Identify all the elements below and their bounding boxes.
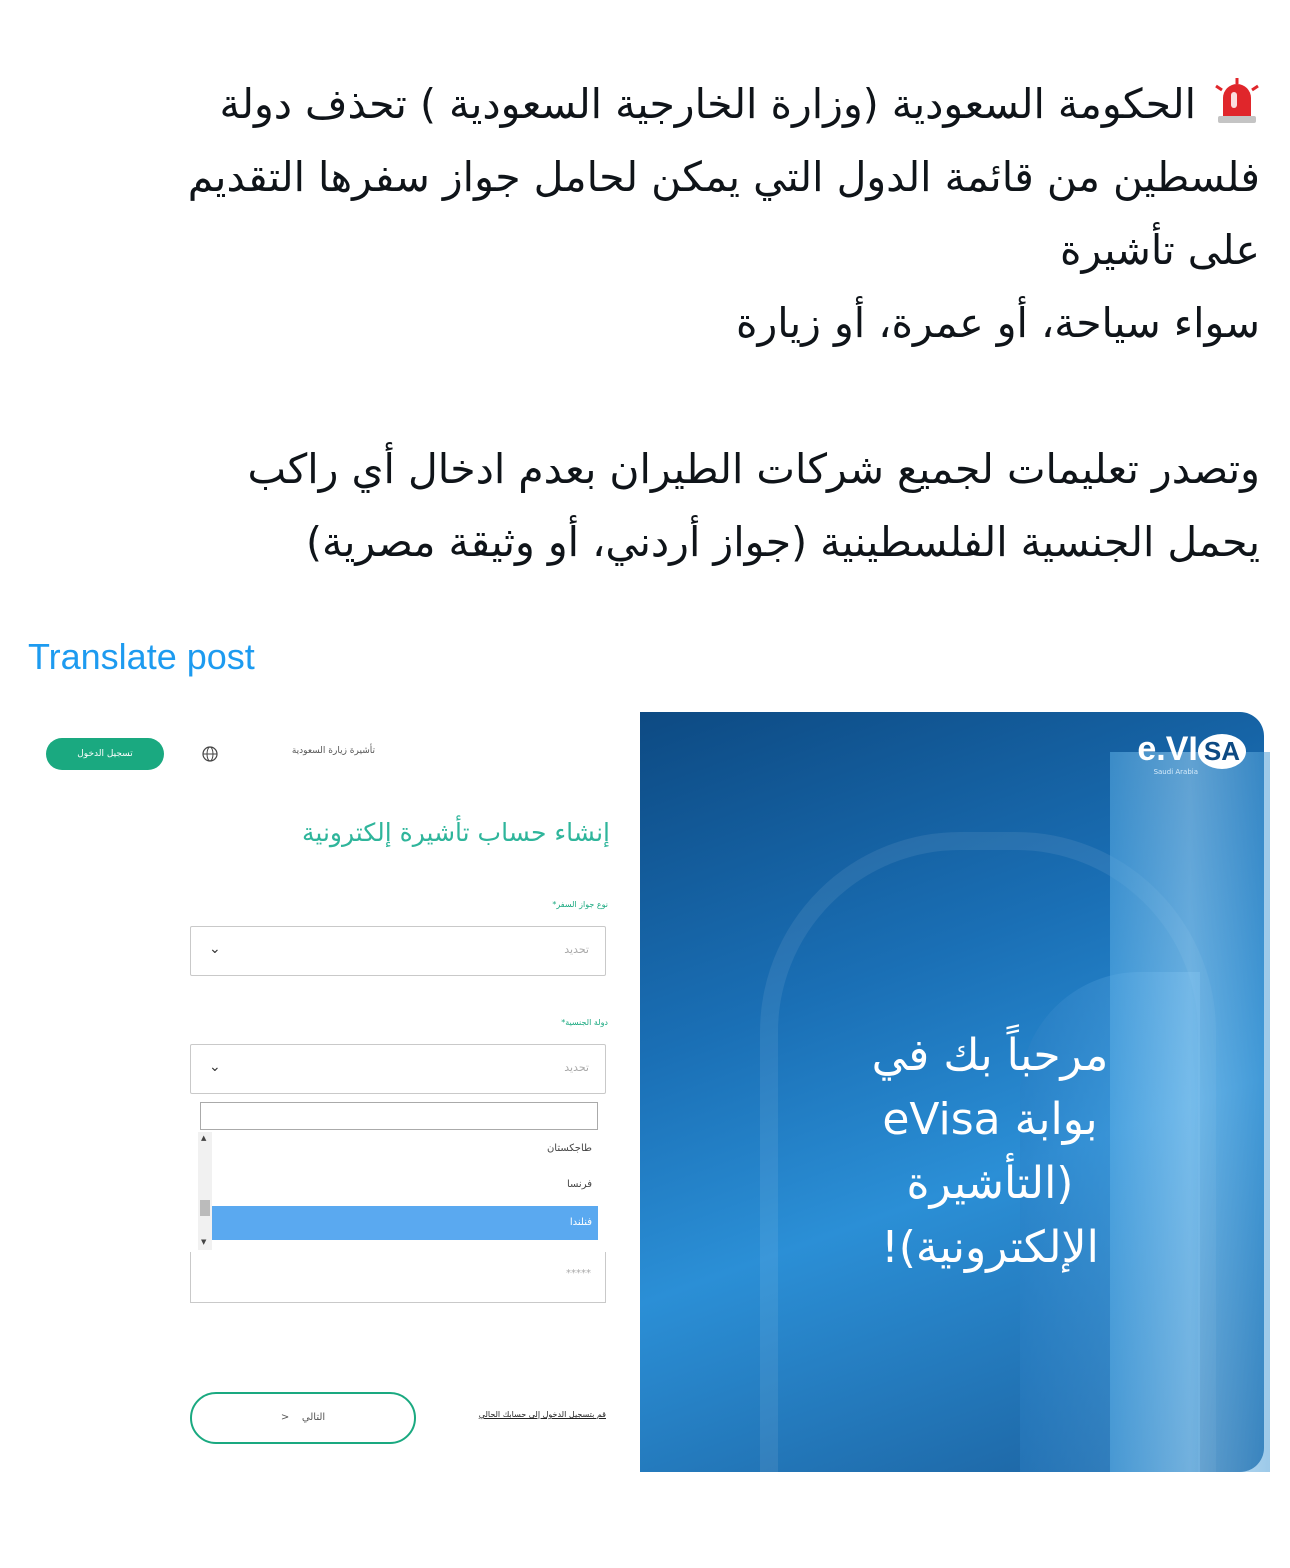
dropdown-item[interactable]: فرنسا xyxy=(566,1179,592,1190)
dropdown-scrollbar[interactable] xyxy=(198,1132,212,1250)
evisa-logo-sub: Saudi Arabia xyxy=(1153,768,1198,776)
form-title: إنشاء حساب تأشيرة إلكترونية xyxy=(302,818,610,847)
dropdown-item-selected[interactable]: فنلندا xyxy=(212,1206,598,1240)
post-line-6: يحمل الجنسية الفلسطينية (جواز أردني، أو وثيقة مصرية) xyxy=(305,518,1260,566)
post-line-2: فلسطين من قائمة الدول التي يمكن لحامل جواز سفرها التقديم xyxy=(187,153,1260,201)
password-placeholder: ***** xyxy=(566,1268,591,1279)
dropdown-search-input[interactable] xyxy=(200,1102,598,1130)
welcome-line: (التأشيرة xyxy=(906,1158,1074,1209)
post-line-1: الحكومة السعودية (وزارة الخارجية السعودية ) تحذف دولة xyxy=(40,68,1260,141)
translate-post-link[interactable]: Translate post xyxy=(28,636,255,677)
nationality-select[interactable] xyxy=(190,1044,606,1094)
post-text xyxy=(40,68,1260,579)
chevron-right-icon: > xyxy=(280,1412,302,1423)
post-media[interactable] xyxy=(0,712,1290,1472)
password-field[interactable] xyxy=(190,1252,606,1303)
chevron-down-icon: ⌄ xyxy=(209,941,221,957)
passport-type-select[interactable] xyxy=(190,926,606,976)
nationality-value: تحديد xyxy=(564,1061,589,1074)
passport-type-value: تحديد xyxy=(564,943,589,956)
welcome-line: بوابة eVisa xyxy=(882,1094,1098,1145)
nationality-dropdown-list[interactable] xyxy=(198,1132,600,1250)
next-button-label: التالي xyxy=(301,1412,326,1423)
evisa-banner xyxy=(640,712,1264,1472)
welcome-line: الإلكترونية)! xyxy=(881,1222,1099,1273)
nav-visit-visa[interactable]: تأشيرة زيارة السعودية xyxy=(291,746,375,756)
scroll-down-icon[interactable]: ▼ xyxy=(201,1238,207,1246)
welcome-line: مرحباً بك في xyxy=(871,1030,1109,1081)
siren-icon xyxy=(1214,74,1260,120)
post-line-3: على تأشيرة xyxy=(1060,226,1260,274)
post-line-4: سواء سياحة، أو عمرة، أو زيارة xyxy=(735,299,1260,347)
welcome-text xyxy=(840,1024,1140,1280)
nationality-label: دولة الجنسية* xyxy=(561,1018,608,1027)
next-button[interactable] xyxy=(190,1392,416,1444)
login-button[interactable]: تسجيل الدخول xyxy=(46,738,164,770)
post-line-5: وتصدر تعليمات لجميع شركات الطيران بعدم ادخال أي راكب xyxy=(247,445,1260,493)
passport-type-label: نوع جواز السفر* xyxy=(552,900,608,909)
dropdown-item[interactable]: طاجكستان xyxy=(546,1143,592,1154)
chevron-down-icon: ⌄ xyxy=(209,1059,221,1075)
form-screenshot xyxy=(0,712,640,1472)
scroll-up-icon[interactable]: ▲ xyxy=(201,1134,207,1142)
evisa-logo: e.VI SA xyxy=(1137,730,1246,769)
globe-icon[interactable] xyxy=(202,746,218,762)
scroll-thumb[interactable] xyxy=(200,1200,210,1216)
login-existing-link[interactable]: قم بتسجيل الدخول إلى حسابك الحالي xyxy=(478,1410,606,1419)
